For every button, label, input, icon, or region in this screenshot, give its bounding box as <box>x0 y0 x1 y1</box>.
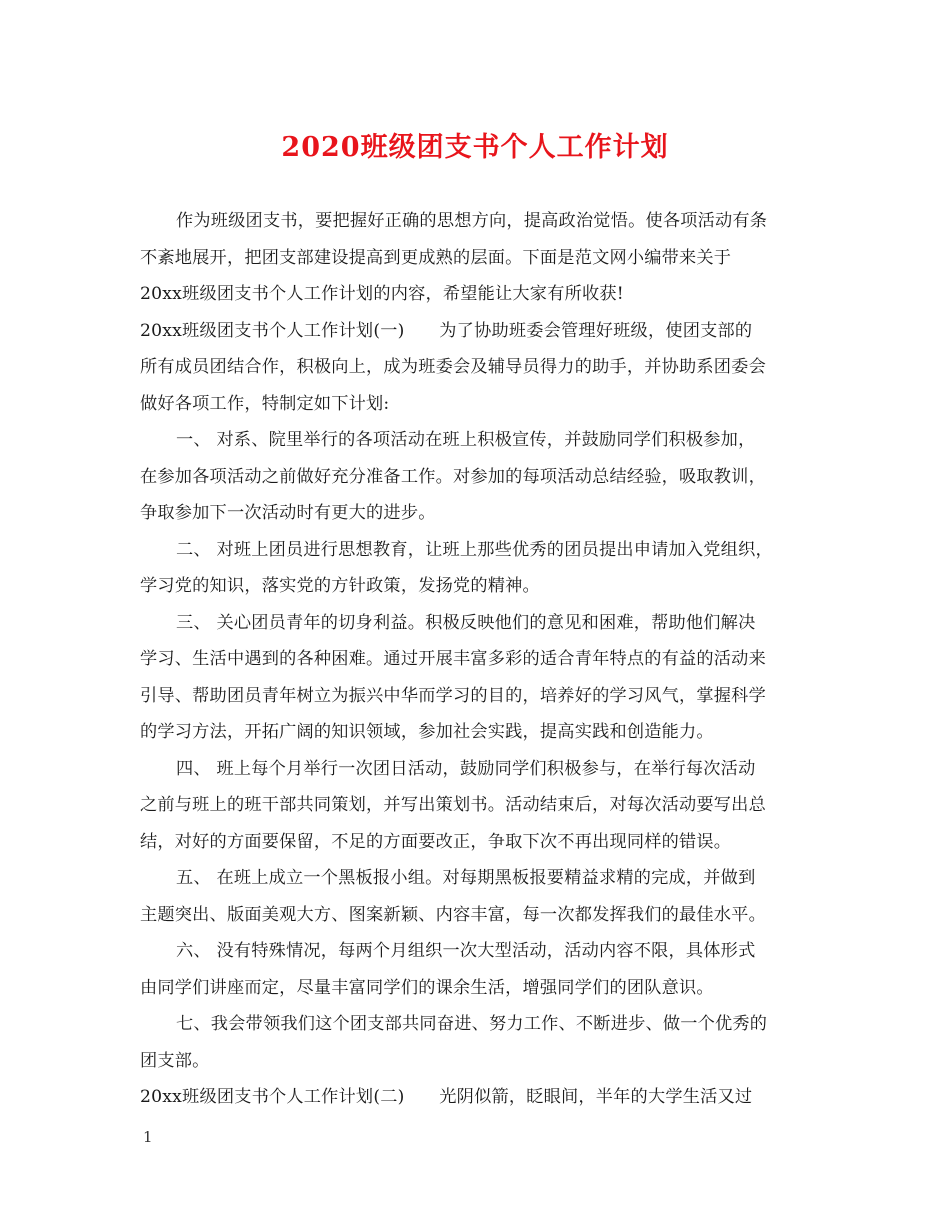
page-number: 1 <box>143 1128 153 1146</box>
body-line: 团支部。 <box>140 1050 210 1071</box>
document-title: 2020班级团支书个人工作计划 <box>281 132 669 163</box>
body-line: 20xx班级团支书个人工作计划的内容，希望能让大家有所收获! <box>140 284 624 304</box>
body-line: 引导、帮助团员青年树立为振兴中华而学习的目的，培养好的学习风气，掌握科学 <box>140 685 766 706</box>
body-line: 20xx班级团支书个人工作计划(二) 光阴似箭，眨眼间，半年的大学生活又过 <box>140 1087 753 1107</box>
body-line: 的学习方法，开拓广阔的知识领域，参加社会实践，提高实践和创造能力。 <box>140 722 714 742</box>
body-line: 五、 在班上成立一个黑板报小组。对每期黑板报要精益求精的完成，并做到 <box>176 868 756 888</box>
body-line: 由同学们讲座而定，尽量丰富同学们的课余生活，增强同学们的团队意识。 <box>140 977 714 998</box>
document-body <box>140 203 812 1116</box>
body-line: 所有成员团结合作，积极向上，成为班委会及辅导员得力的助手，并协助系团委会 <box>140 357 766 377</box>
body-line: 学习、生活中遇到的各种困难。通过开展丰富多彩的适合青年特点的有益的活动来 <box>140 649 766 669</box>
body-line: 结，对好的方面要保留，不足的方面要改正，争取下次不再出现同样的错误。 <box>140 831 732 852</box>
body-line: 学习党的知识，落实党的方针政策，发扬党的精神。 <box>140 576 540 596</box>
body-line: 二、 对班上团员进行思想教育，让班上那些优秀的团员提出申请加入党组织， <box>176 539 773 560</box>
body-line: 六、 没有特殊情况，每两个月组织一次大型活动，活动内容不限，具体形式 <box>176 941 756 961</box>
body-line: 20xx班级团支书个人工作计划(一) 为了协助班委会管理好班级，使团支部的 <box>140 320 753 341</box>
body-line: 做好各项工作，特制定如下计划: <box>140 393 390 414</box>
body-line: 作为班级团支书，要把握好正确的思想方向，提高政治觉悟。使各项活动有条 <box>176 211 768 231</box>
body-line: 主题突出、版面美观大方、图案新颖、内容丰富，每一次都发挥我们的最佳水平。 <box>140 904 766 925</box>
body-line: 七、我会带领我们这个团支部共同奋进、努力工作、不断进步、做一个优秀的 <box>176 1014 768 1034</box>
body-line: 之前与班上的班干部共同策划，并写出策划书。活动结束后，对每次活动要写出总 <box>140 795 766 815</box>
body-line: 在参加各项活动之前做好充分准备工作。对参加的每项活动总结经验，吸取教训， <box>140 466 766 487</box>
body-line: 不紊地展开，把团支部建设提高到更成熟的层面。下面是范文网小编带来关于 <box>140 247 732 268</box>
body-line: 三、 关心团员青年的切身利益。积极反映他们的意见和困难，帮助他们解决 <box>176 612 756 633</box>
body-line: 四、 班上每个月举行一次团日活动，鼓励同学们积极参与，在举行每次活动 <box>176 758 756 779</box>
body-line: 争取参加下一次活动时有更大的进步。 <box>140 503 436 523</box>
body-line: 一、 对系、院里举行的各项活动在班上积极宣传，并鼓励同学们积极参加， <box>176 430 756 450</box>
